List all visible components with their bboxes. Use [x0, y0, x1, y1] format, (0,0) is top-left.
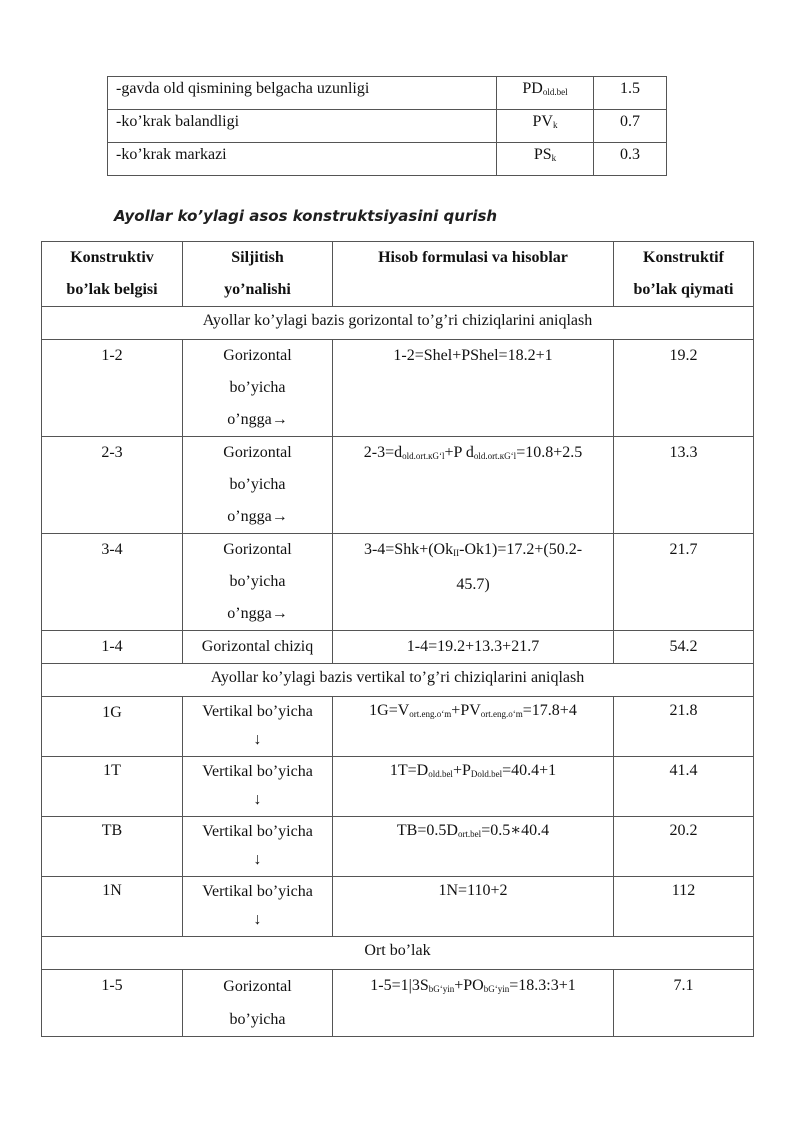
part-code: 1-4 — [42, 631, 183, 664]
part-code: TB — [42, 817, 183, 877]
header-part-code: Konstruktiv bo’lak belgisi — [42, 242, 183, 307]
table-row — [42, 437, 754, 534]
part-code: 3-4 — [42, 534, 183, 631]
section-row — [42, 937, 754, 970]
formula: $2-3=d_{old.ort.кG‘l}+P$ $d_{old.ort.кG‘l}=10.8+2.5$ — [333, 437, 614, 534]
part-code: 1-5 — [42, 970, 183, 1037]
table-row — [42, 697, 754, 757]
direction: Vertikal bo’yicha ↓ — [183, 757, 333, 817]
direction: Gorizontal chiziq — [183, 631, 333, 664]
part-value: 112 — [614, 877, 754, 937]
measurement-value: 1.5 — [594, 77, 667, 110]
construction-table — [41, 241, 754, 1037]
table-header-row — [42, 242, 754, 307]
direction: Gorizontal bo’yicha o’ngga→ — [183, 437, 333, 534]
table-row — [108, 110, 667, 143]
table-row — [42, 757, 754, 817]
direction: Gorizontal bo’yicha — [183, 970, 333, 1037]
table-row — [42, 877, 754, 937]
table-row — [42, 970, 754, 1037]
header-direction: Siljitish yo’nalishi — [183, 242, 333, 307]
table-row — [108, 143, 667, 176]
formula: $1-5=1|3S_{bG‘yin}+PO_{bG‘yin}=18.3:3+1$ — [333, 970, 614, 1037]
table-row — [42, 534, 754, 631]
part-code: 2-3 — [42, 437, 183, 534]
formula: 1-4=19.2+13.3+21.7 — [333, 631, 614, 664]
arrow-down-icon: ↓ — [253, 791, 262, 808]
part-code: 1T — [42, 757, 183, 817]
part-value: 7.1 — [614, 970, 754, 1037]
section-title: Ayollar ko’ylagi bazis vertikal to’g’ri chiziqlarini aniqlash — [42, 664, 754, 697]
direction: Vertikal bo’yicha ↓ — [183, 817, 333, 877]
measurement-code: $PD_{old.bel}$ — [497, 77, 594, 110]
measurements-table — [107, 76, 667, 176]
section-heading: Ayollar ko’ylagi asos konstruktsiyasini qurish — [114, 207, 498, 225]
formula: $TB=0.5D_{ort.bel}=0.5∗40.4$ — [333, 817, 614, 877]
formula: $3-4=Shk+(Ok_{II}-Ok1)=17.2+(50.2-$ 45.7) — [333, 534, 614, 631]
arrow-down-icon: ↓ — [253, 851, 262, 868]
table-row — [42, 340, 754, 437]
part-value: 21.7 — [614, 534, 754, 631]
measurement-desc: -ko’krak markazi — [108, 143, 497, 176]
part-value: 54.2 — [614, 631, 754, 664]
arrow-down-icon: ↓ — [253, 911, 262, 928]
part-value: 13.3 — [614, 437, 754, 534]
section-row — [42, 307, 754, 340]
direction: Vertikal bo’yicha ↓ — [183, 877, 333, 937]
part-value: 21.8 — [614, 697, 754, 757]
measurement-value: 0.3 — [594, 143, 667, 176]
part-value: 41.4 — [614, 757, 754, 817]
table-row — [108, 77, 667, 110]
measurement-code: $PV_k$ — [497, 110, 594, 143]
formula: 1N=110+2 — [333, 877, 614, 937]
section-title: Ayollar ko’ylagi bazis gorizontal to’g’ri chiziqlarini aniqlash — [42, 307, 754, 340]
part-code: 1N — [42, 877, 183, 937]
part-value: 20.2 — [614, 817, 754, 877]
arrow-down-icon: ↓ — [253, 731, 262, 748]
direction: Vertikal bo’yicha ↓ — [183, 697, 333, 757]
measurement-value: 0.7 — [594, 110, 667, 143]
measurement-code: $PS_k$ — [497, 143, 594, 176]
table-row — [42, 817, 754, 877]
section-row — [42, 664, 754, 697]
part-code: 1G — [42, 697, 183, 757]
direction: Gorizontal bo’yicha o’ngga→ — [183, 340, 333, 437]
header-value: Konstruktif bo’lak qiymati — [614, 242, 754, 307]
measurement-desc: -gavda old qismining belgacha uzunligi — [108, 77, 497, 110]
formula: $1T=D_{old.bel}+P_{Dold.bel}=40.4+1$ — [333, 757, 614, 817]
measurement-desc: -ko’krak balandligi — [108, 110, 497, 143]
direction: Gorizontal bo’yicha o’ngga→ — [183, 534, 333, 631]
part-value: 19.2 — [614, 340, 754, 437]
formula: $1G=V_{ort.eng.o‘m}+PV_{ort.eng.o‘m}=17.8+4$ — [333, 697, 614, 757]
table-row — [42, 631, 754, 664]
part-code: 1-2 — [42, 340, 183, 437]
header-formula: Hisob formulasi va hisoblar — [333, 242, 614, 307]
section-title: Ort bo’lak — [42, 937, 754, 970]
formula: 1-2=Shel+PShel=18.2+1 — [333, 340, 614, 437]
